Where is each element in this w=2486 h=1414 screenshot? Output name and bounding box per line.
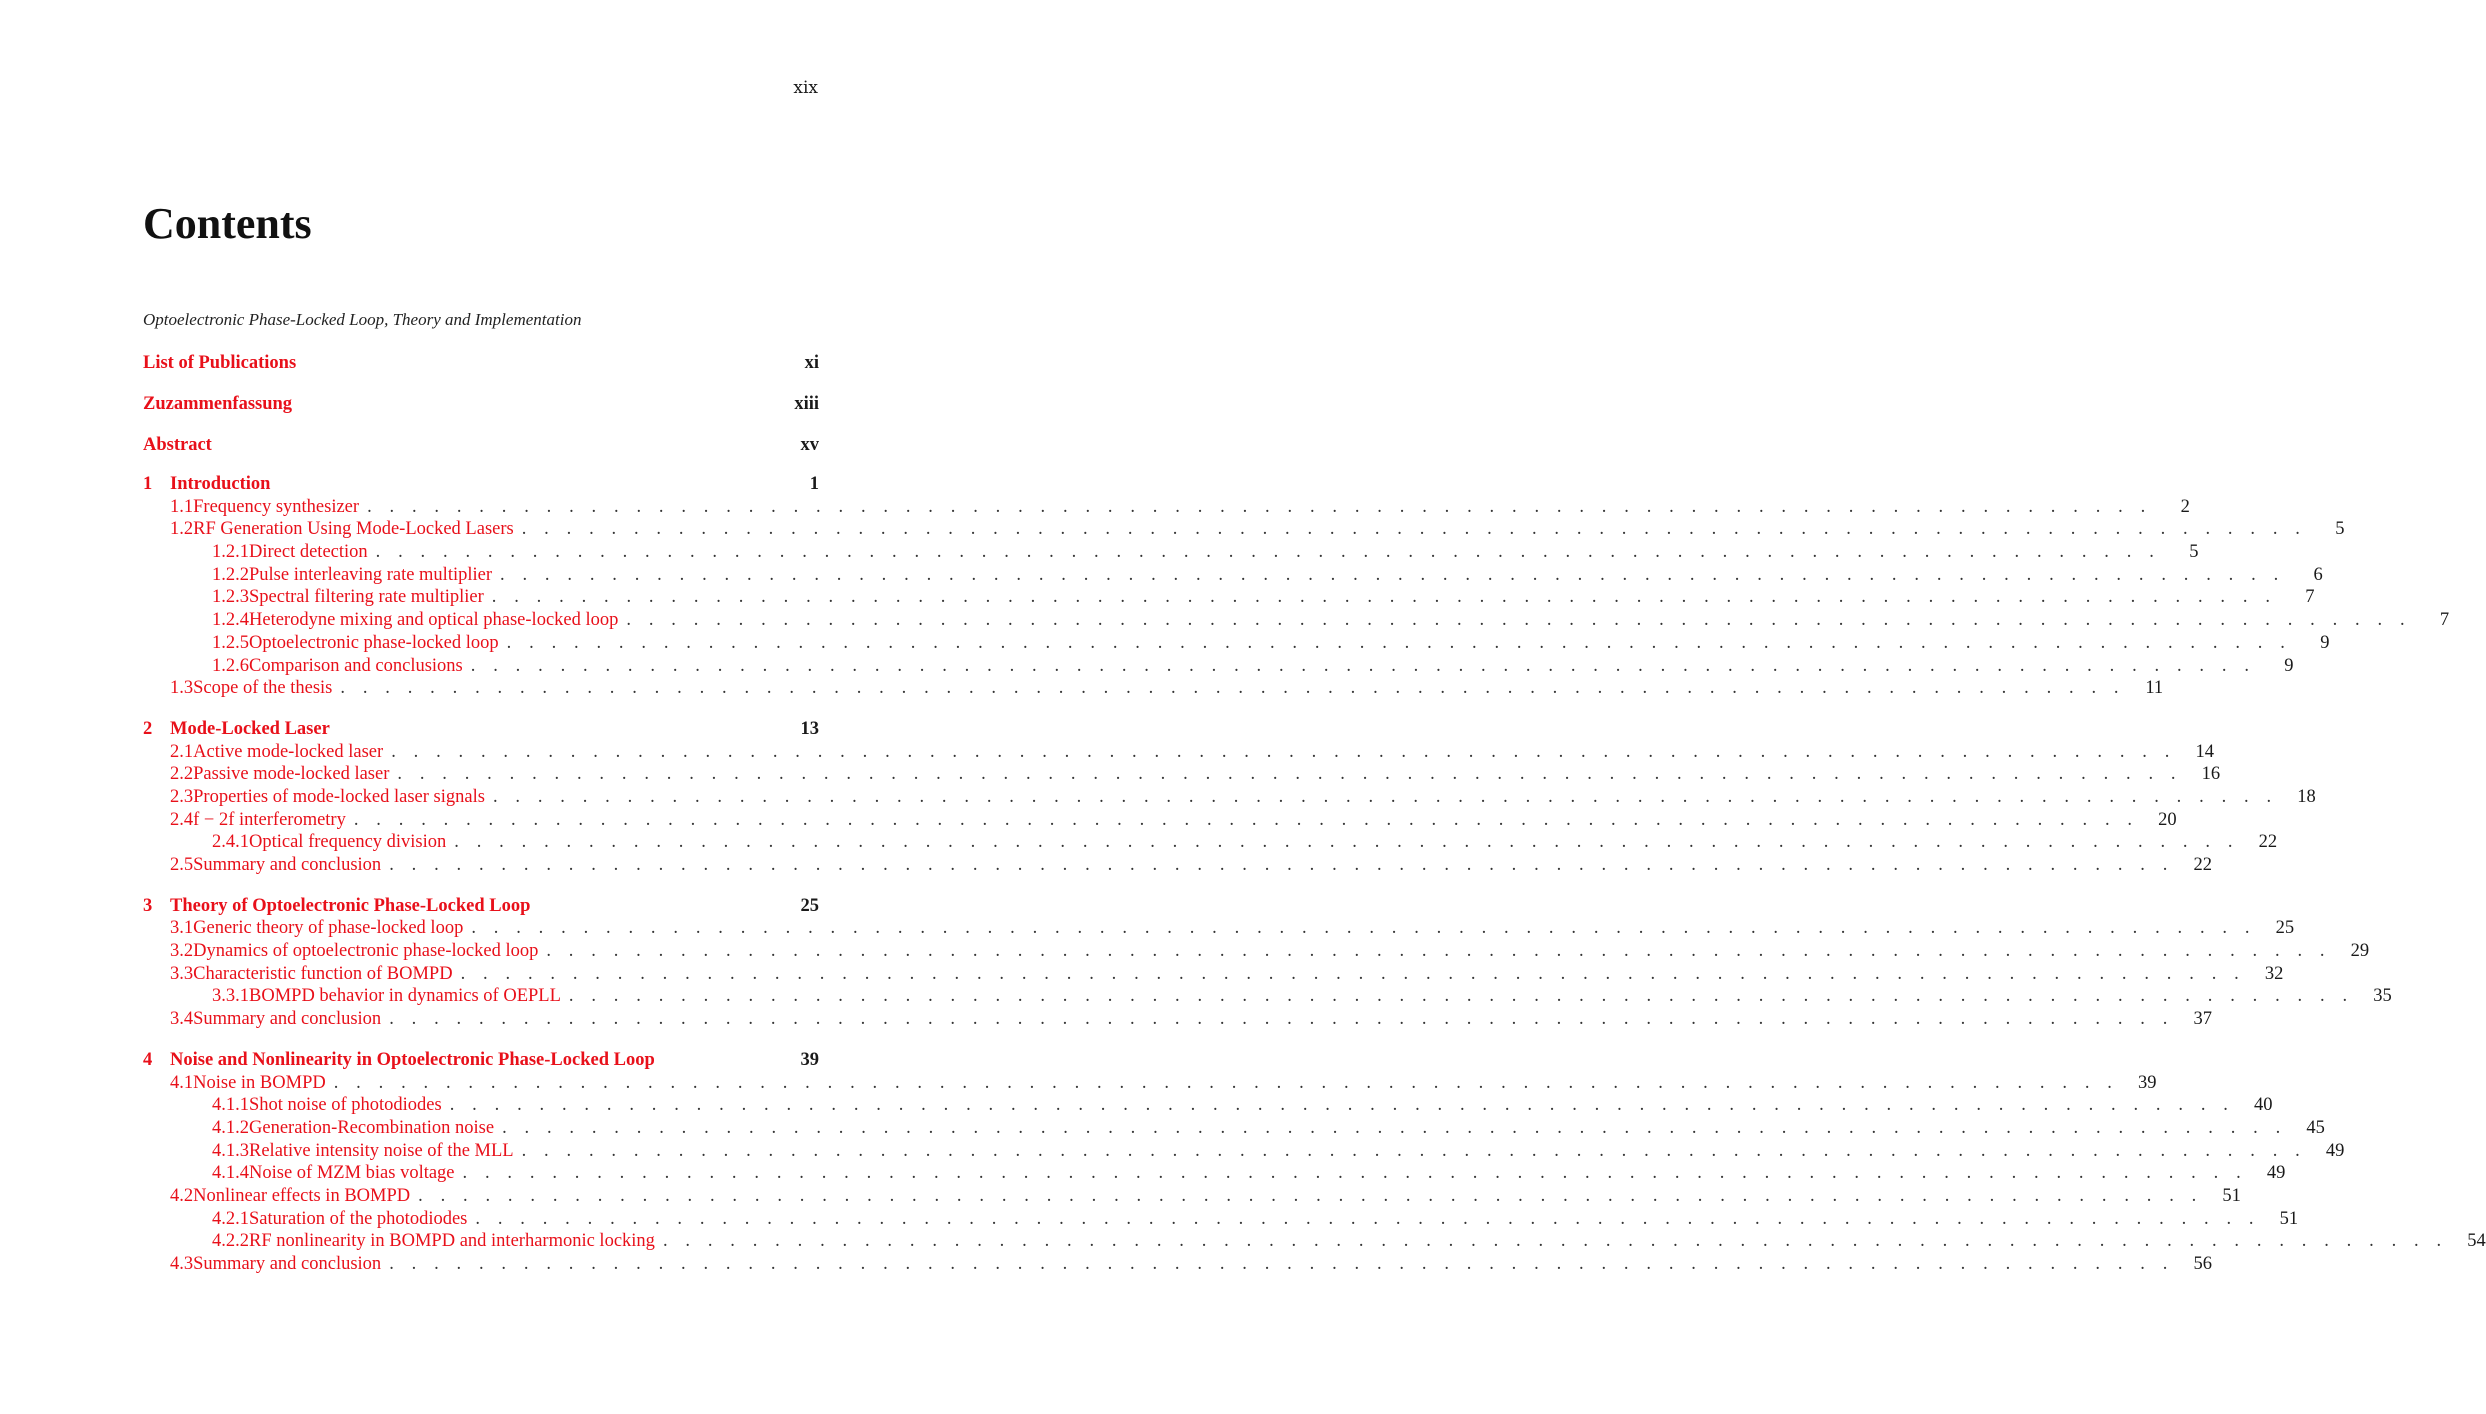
- toc-label[interactable]: Noise of MZM bias voltage: [249, 1163, 455, 1184]
- toc-page: 49: [2325, 1140, 2345, 1161]
- dot-leader: . . . . . . . . . . . . . . . . . . . . . . . . . . . . . . . . . . . . . . . . . . . . . . . . . . . . . . . . . . . . . . . . . . . . . . . . . . . . . . . .: [500, 564, 2285, 585]
- toc-number[interactable]: 2.2: [170, 764, 194, 785]
- toc-subsection-3-3-1[interactable]: [143, 985, 2392, 1008]
- toc-page: 45: [2306, 1117, 2325, 1138]
- toc-page: 25: [2275, 918, 2295, 939]
- toc-section-1-3[interactable]: [143, 677, 2164, 700]
- toc-number[interactable]: 1.2.3: [212, 587, 249, 608]
- toc-label[interactable]: Noise and Nonlinearity in Optoelectronic Phase-Locked Loop: [170, 1049, 655, 1070]
- dot-leader: . . . . . . . . . . . . . . . . . . . . . . . . . . . . . . . . . . . . . . . . . . . . . . . . . . . . . . . . . . . . . . . . . . . . . . . . . . . . . . . .: [333, 1072, 2119, 1093]
- toc-number[interactable]: 1.3: [170, 678, 194, 699]
- toc-section-4-1[interactable]: [143, 1072, 2157, 1095]
- toc-label[interactable]: Saturation of the photodiodes: [249, 1208, 468, 1229]
- toc-page: 49: [2266, 1163, 2286, 1184]
- toc-number[interactable]: 1.2.5: [212, 632, 249, 653]
- toc-label[interactable]: Abstract: [143, 435, 212, 455]
- toc-number[interactable]: 4.1: [170, 1072, 194, 1093]
- toc-entry-zusammenfassung[interactable]: [143, 391, 819, 432]
- toc-label[interactable]: Spectral filtering rate multiplier: [249, 587, 484, 608]
- toc-page: 39: [800, 1049, 819, 1070]
- toc-section-3-3[interactable]: [143, 963, 2284, 986]
- toc-page: 37: [2193, 1009, 2212, 1030]
- toc-label[interactable]: Optoelectronic phase-locked loop: [249, 632, 499, 653]
- dot-leader: . . . . . . . . . . . . . . . . . . . . . . . . . . . . . . . . . . . . . . . . . . . . . . . . . . . . . . . . . . . . . . . . . . . . . . . . . . . . . . . .: [546, 941, 2332, 962]
- toc-number[interactable]: 1.2: [170, 519, 194, 540]
- toc-subsection-4-2-2[interactable]: [143, 1230, 2486, 1253]
- toc-page: 5: [2189, 542, 2199, 563]
- toc-label[interactable]: Comparison and conclusions: [249, 655, 463, 676]
- toc-number[interactable]: 3.3: [170, 963, 194, 984]
- dot-leader: . . . . . . . . . . . . . . . . . . . . . . . . . . . . . . . . . . . . . . . . . . . . . . . . . . . . . . . . . . . . . . . . . . . . . . . . . . . . . . . .: [506, 632, 2292, 653]
- toc-label[interactable]: Summary and conclusion: [193, 855, 382, 875]
- toc-number[interactable]: 4: [143, 1049, 153, 1070]
- dot-leader: . . . . . . . . . . . . . . . . . . . . . . . . . . . . . . . . . . . . . . . . . . . . . . . . . . . . . . . . . . . . . . . . . . . . . . . . . . . . . . . .: [367, 496, 2152, 517]
- toc-label[interactable]: Mode-Locked Laser: [170, 718, 330, 739]
- dot-leader: . . . . . . . . . . . . . . . . . . . . . . . . . . . . . . . . . . . . . . . . . . . . . . . . . . . . . . . . . . . . . . . . . . . . . . . . . . . . . . . .: [389, 855, 2174, 875]
- toc-label[interactable]: Dynamics of optoelectronic phase-locked loop: [193, 941, 539, 962]
- toc-number[interactable]: 4.1.3: [212, 1140, 249, 1161]
- toc-number[interactable]: 1: [143, 474, 153, 494]
- toc-chapters: [143, 473, 2486, 1276]
- toc-label[interactable]: RF Generation Using Mode-Locked Lasers: [193, 519, 514, 540]
- toc-label[interactable]: Optical frequency division: [249, 832, 447, 853]
- toc-page: 16: [2201, 764, 2221, 785]
- toc-label[interactable]: Scope of the thesis: [193, 678, 333, 699]
- toc-section-2-1[interactable]: [143, 741, 2214, 764]
- toc-label[interactable]: Pulse interleaving rate multiplier: [249, 564, 493, 585]
- toc-number[interactable]: 1.1: [170, 496, 194, 517]
- toc-number[interactable]: 4.1.2: [212, 1117, 249, 1138]
- dot-leader: . . . . . . . . . . . . . . . . . . . . . . . . . . . . . . . . . . . . . . . . . . . . . . . . . . . . . . . . . . . . . . . . . . . . . . . . . . . . . . . .: [460, 963, 2246, 984]
- toc-label[interactable]: RF nonlinearity in BOMPD and interharmonic locking: [249, 1231, 655, 1252]
- toc-number[interactable]: 3: [143, 895, 153, 916]
- toc-page: 39: [2138, 1072, 2157, 1093]
- page-title: Contents: [143, 199, 312, 248]
- toc-section-2-5[interactable]: [143, 854, 2212, 877]
- toc-section-4-3[interactable]: [143, 1253, 2212, 1276]
- toc-page: 9: [2284, 655, 2294, 676]
- toc-section-3-1[interactable]: [143, 917, 2295, 940]
- toc-page: xv: [800, 435, 819, 455]
- toc-number[interactable]: 3.1: [170, 918, 194, 939]
- toc-page: 7: [2439, 610, 2450, 631]
- toc-number[interactable]: 2.5: [170, 855, 194, 875]
- page-number: xix: [793, 78, 818, 98]
- toc-page: 14: [2195, 741, 2214, 762]
- toc-page: 40: [2254, 1095, 2273, 1116]
- toc-label[interactable]: Summary and conclusion: [193, 1254, 382, 1274]
- toc-label[interactable]: Generation-Recombination noise: [249, 1117, 495, 1138]
- toc-section-1-1[interactable]: [143, 496, 2190, 519]
- toc-subsection-4-1-2[interactable]: [143, 1117, 2325, 1140]
- toc-subsection-2-4-1[interactable]: [143, 831, 2278, 854]
- toc-label[interactable]: Shot noise of photodiodes: [249, 1095, 442, 1116]
- dot-leader: . . . . . . . . . . . . . . . . . . . . . . . . . . . . . . . . . . . . . . . . . . . . . . . . . . . . . . . . . . . . . . . . . . . . . . . . . . . . . . . .: [375, 542, 2161, 563]
- toc-number[interactable]: 2.4.1: [212, 832, 249, 853]
- toc-label[interactable]: Theory of Optoelectronic Phase-Locked Loop: [170, 895, 531, 916]
- dot-leader: . . . . . . . . . . . . . . . . . . . . . . . . . . . . . . . . . . . . . . . . . . . . . . . . . . . . . . . . . . . . . . . . . . . . . . . . . . . . . . . .: [471, 918, 2257, 939]
- toc-chapter-3[interactable]: [143, 895, 819, 918]
- toc-number[interactable]: 1.2.1: [212, 542, 249, 563]
- toc-chapter-1[interactable]: [143, 473, 819, 496]
- toc-label[interactable]: f − 2f interferometry: [193, 809, 346, 830]
- toc-page: 13: [800, 718, 819, 739]
- toc-label[interactable]: Nonlinear effects in BOMPD: [193, 1185, 411, 1206]
- toc-page: 22: [2193, 855, 2212, 875]
- toc-subsection-4-1-4[interactable]: [143, 1162, 2286, 1185]
- toc-number[interactable]: 2: [143, 718, 153, 739]
- toc-page: 6: [2313, 564, 2323, 585]
- toc-label[interactable]: Properties of mode-locked laser signals: [193, 786, 485, 807]
- toc-page: xiii: [794, 394, 819, 414]
- toc-page: 35: [2373, 986, 2392, 1007]
- toc-page: 25: [800, 895, 819, 916]
- toc-number[interactable]: 4.1.1: [212, 1095, 249, 1116]
- toc-subsection-1-2-3[interactable]: [143, 586, 2315, 609]
- dot-leader: . . . . . . . . . . . . . . . . . . . . . . . . . . . . . . . . . . . . . . . . . . . . . . . . . . . . . . . . . . . . . . . . . . . . . . . . . . . . . . . .: [397, 764, 2183, 785]
- toc-number[interactable]: 3.2: [170, 941, 194, 962]
- toc-subsection-1-2-6[interactable]: [143, 655, 2294, 678]
- dot-leader: . . . . . . . . . . . . . . . . . . . . . . . . . . . . . . . . . . . . . . . . . . . . . . . . . . . . . . . . . . . . . . . . . . . . . . . . . . . . . . . .: [502, 1117, 2287, 1138]
- toc-page: 7: [2305, 587, 2315, 608]
- toc-label[interactable]: Generic theory of phase-locked loop: [193, 918, 464, 939]
- dot-leader: . . . . . . . . . . . . . . . . . . . . . . . . . . . . . . . . . . . . . . . . . . . . . . . . . . . . . . . . . . . . . . . . . . . . . . . . . . . . . . . .: [521, 519, 2307, 540]
- toc-page: 29: [2350, 941, 2370, 962]
- toc-label[interactable]: BOMPD behavior in dynamics of OEPLL: [249, 986, 561, 1007]
- dot-leader: . . . . . . . . . . . . . . . . . . . . . . . . . . . . . . . . . . . . . . . . . . . . . . . . . . . . . . . . . . . . . . . . . . . . . . . . . . . . . . . .: [389, 1009, 2174, 1030]
- toc-number[interactable]: 2.1: [170, 741, 194, 762]
- toc-subsection-4-1-3[interactable]: [143, 1140, 2345, 1163]
- toc-label[interactable]: Relative intensity noise of the MLL: [249, 1140, 514, 1161]
- toc-page: 18: [2297, 786, 2316, 807]
- dot-leader: . . . . . . . . . . . . . . . . . . . . . . . . . . . . . . . . . . . . . . . . . . . . . . . . . . . . . . . . . . . . . . . . . . . . . . . . . . . . . . . .: [462, 1163, 2248, 1184]
- toc-label[interactable]: Summary and conclusion: [193, 1009, 382, 1030]
- dot-leader: . . . . . . . . . . . . . . . . . . . . . . . . . . . . . . . . . . . . . . . . . . . . . . . . . . . . . . . . . . . . . . . . . . . . . . . . . . . . . . . .: [340, 678, 2126, 699]
- dot-leader: . . . . . . . . . . . . . . . . . . . . . . . . . . . . . . . . . . . . . . . . . . . . . . . . . . . . . . . . . . . . . . . . . . . . . . . . . . . . . . . .: [568, 986, 2354, 1007]
- toc-page: 54: [2467, 1231, 2486, 1252]
- dot-leader: . . . . . . . . . . . . . . . . . . . . . . . . . . . . . . . . . . . . . . . . . . . . . . . . . . . . . . . . . . . . . . . . . . . . . . . . . . . . . . . .: [353, 809, 2139, 830]
- toc-section-1-2[interactable]: [143, 518, 2345, 541]
- dot-leader: . . . . . . . . . . . . . . . . . . . . . . . . . . . . . . . . . . . . . . . . . . . . . . . . . . . . . . . . . . . . . . . . . . . . . . . . . . . . . . . .: [449, 1095, 2235, 1116]
- toc-number[interactable]: 1.2.6: [212, 655, 249, 676]
- toc-page: 22: [2258, 832, 2278, 853]
- toc-subsection-1-2-4[interactable]: [143, 609, 2450, 632]
- dot-leader: . . . . . . . . . . . . . . . . . . . . . . . . . . . . . . . . . . . . . . . . . . . . . . . . . . . . . . . . . . . . . . . . . . . . . . . . . . . . . . . .: [389, 1254, 2174, 1274]
- dot-leader: . . . . . . . . . . . . . . . . . . . . . . . . . . . . . . . . . . . . . . . . . . . . . . . . . . . . . . . . . . . . . . . . . . . . . . . . . . . . . . . .: [454, 832, 2240, 853]
- toc-page: 20: [2158, 809, 2177, 830]
- toc-section-2-3[interactable]: [143, 786, 2316, 809]
- toc-number[interactable]: 4.3: [170, 1254, 194, 1274]
- toc-page: 32: [2264, 963, 2284, 984]
- table-of-contents: [143, 350, 2486, 1276]
- toc-section-3-4[interactable]: [143, 1008, 2212, 1031]
- toc-number[interactable]: 1.2.2: [212, 564, 249, 585]
- toc-subsection-1-2-2[interactable]: [143, 564, 2323, 587]
- toc-chapter-4[interactable]: [143, 1049, 819, 1072]
- toc-number[interactable]: 3.4: [170, 1009, 194, 1030]
- toc-section-2-2[interactable]: [143, 763, 2221, 786]
- dot-leader: . . . . . . . . . . . . . . . . . . . . . . . . . . . . . . . . . . . . . . . . . . . . . . . . . . . . . . . . . . . . . . . . . . . . . . . . . . . . . . . .: [470, 655, 2256, 676]
- toc-label[interactable]: Introduction: [170, 474, 271, 494]
- toc-section-3-2[interactable]: [143, 940, 2370, 963]
- toc-page: 5: [2335, 519, 2345, 540]
- toc-number[interactable]: 4.2: [170, 1185, 194, 1206]
- dot-leader: . . . . . . . . . . . . . . . . . . . . . . . . . . . . . . . . . . . . . . . . . . . . . . . . . . . . . . . . . . . . . . . . . . . . . . . . . . . . . . . .: [475, 1208, 2261, 1229]
- dot-leader: . . . . . . . . . . . . . . . . . . . . . . . . . . . . . . . . . . . . . . . . . . . . . . . . . . . . . . . . . . . . . . . . . . . . . . . . . . . . . . . .: [492, 786, 2278, 807]
- toc-number[interactable]: 4.2.1: [212, 1208, 249, 1229]
- dot-leader: . . . . . . . . . . . . . . . . . . . . . . . . . . . . . . . . . . . . . . . . . . . . . . . . . . . . . . . . . . . . . . . . . . . . . . . . . . . . . . . .: [662, 1231, 2448, 1252]
- toc-section-4-2[interactable]: [143, 1185, 2241, 1208]
- toc-number[interactable]: 4.2.2: [212, 1231, 249, 1252]
- dot-leader: . . . . . . . . . . . . . . . . . . . . . . . . . . . . . . . . . . . . . . . . . . . . . . . . . . . . . . . . . . . . . . . . . . . . . . . . . . . . . . . .: [491, 587, 2277, 608]
- toc-page: 2: [2180, 496, 2190, 517]
- toc-page: 56: [2193, 1254, 2212, 1274]
- toc-number[interactable]: 4.1.4: [212, 1163, 249, 1184]
- toc-subsection-4-2-1[interactable]: [143, 1208, 2299, 1231]
- toc-entry-abstract[interactable]: [143, 432, 819, 473]
- toc-number[interactable]: 1.2.4: [212, 610, 249, 631]
- toc-number[interactable]: 3.3.1: [212, 986, 249, 1007]
- toc-section-2-4[interactable]: [143, 809, 2177, 832]
- toc-label[interactable]: Direct detection: [249, 542, 368, 563]
- toc-label[interactable]: Heterodyne mixing and optical phase-locked loop: [249, 610, 619, 631]
- dot-leader: . . . . . . . . . . . . . . . . . . . . . . . . . . . . . . . . . . . . . . . . . . . . . . . . . . . . . . . . . . . . . . . . . . . . . . . . . . . . . . . .: [626, 610, 2412, 631]
- toc-number[interactable]: 2.3: [170, 786, 194, 807]
- toc-subsection-1-2-1[interactable]: [143, 541, 2199, 564]
- toc-label[interactable]: Frequency synthesizer: [193, 496, 360, 517]
- toc-label[interactable]: Characteristic function of BOMPD: [193, 963, 453, 984]
- toc-label[interactable]: Zuzammenfassung: [143, 394, 293, 414]
- toc-subsection-1-2-5[interactable]: [143, 632, 2330, 655]
- toc-page: 11: [2145, 678, 2164, 699]
- dot-leader: . . . . . . . . . . . . . . . . . . . . . . . . . . . . . . . . . . . . . . . . . . . . . . . . . . . . . . . . . . . . . . . . . . . . . . . . . . . . . . . .: [418, 1185, 2203, 1206]
- toc-chapter-2[interactable]: [143, 718, 819, 741]
- toc-label[interactable]: List of Publications: [143, 353, 297, 373]
- dot-leader: . . . . . . . . . . . . . . . . . . . . . . . . . . . . . . . . . . . . . . . . . . . . . . . . . . . . . . . . . . . . . . . . . . . . . . . . . . . . . . . .: [391, 741, 2176, 762]
- dot-leader: . . . . . . . . . . . . . . . . . . . . . . . . . . . . . . . . . . . . . . . . . . . . . . . . . . . . . . . . . . . . . . . . . . . . . . . . . . . . . . . .: [521, 1140, 2307, 1161]
- toc-label[interactable]: Active mode-locked laser: [193, 741, 384, 762]
- document-subtitle: Optoelectronic Phase-Locked Loop, Theory and Implementation: [143, 310, 582, 329]
- toc-subsection-4-1-1[interactable]: [143, 1094, 2273, 1117]
- toc-page: xi: [804, 353, 819, 373]
- toc-page: 51: [2279, 1208, 2299, 1229]
- toc-label[interactable]: Passive mode-locked laser: [193, 764, 390, 785]
- toc-label[interactable]: Noise in BOMPD: [193, 1072, 326, 1093]
- toc-number[interactable]: 2.4: [170, 809, 194, 830]
- toc-page: 1: [809, 474, 819, 494]
- toc-page: 9: [2320, 632, 2330, 653]
- toc-page: 51: [2222, 1185, 2241, 1206]
- toc-entry-publications[interactable]: [143, 350, 819, 391]
